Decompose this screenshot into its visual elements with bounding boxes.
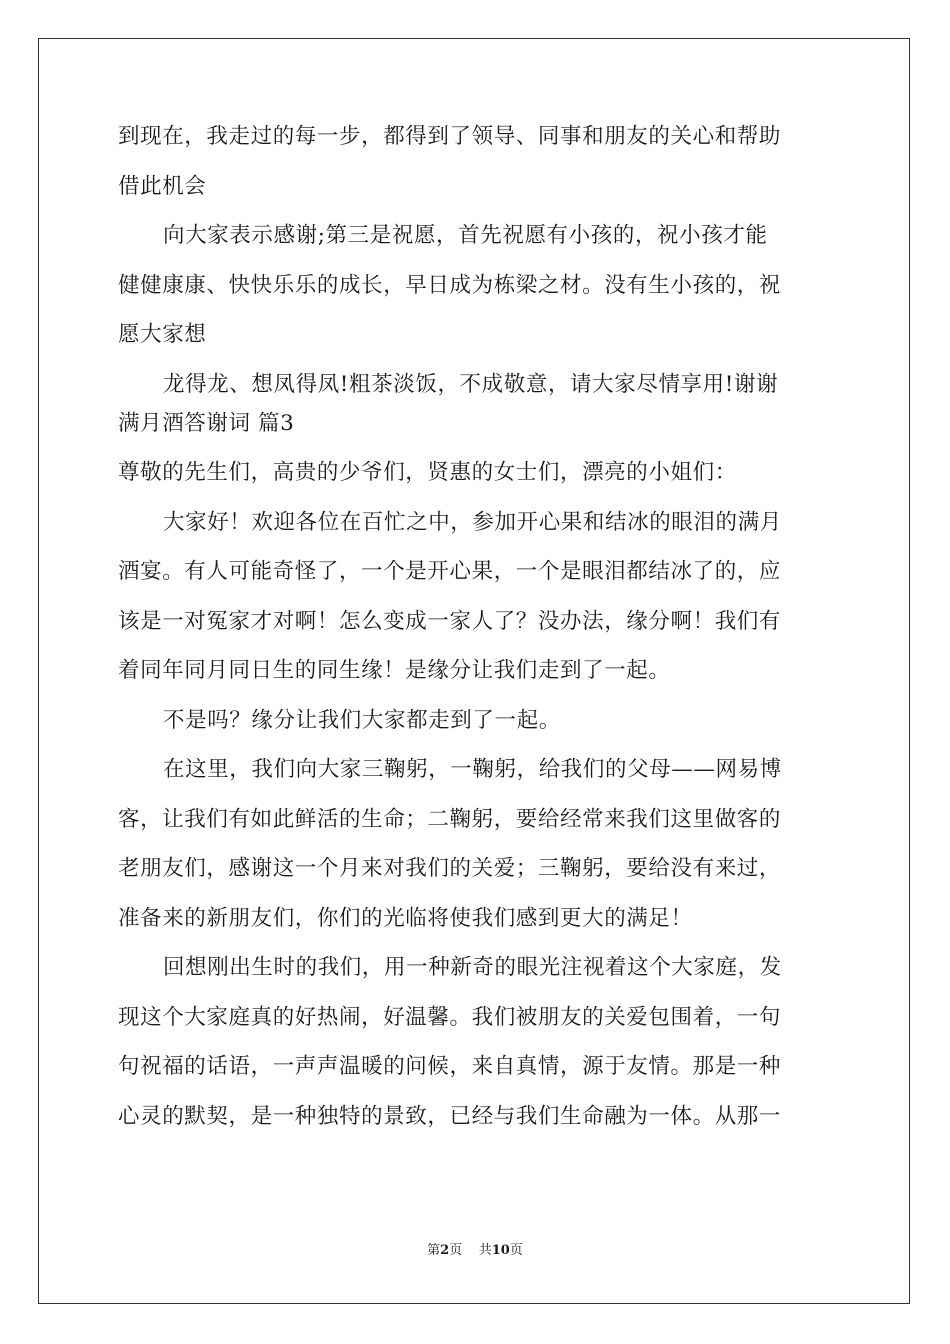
page-footer [0, 1243, 950, 1259]
page-label-prefix: 第 [427, 1243, 441, 1258]
section-heading: 满月酒答谢词 篇3 [118, 410, 295, 436]
text-line: 健健康康、快快乐乐的成长，早日成为栋梁之材。没有生小孩的，祝 [118, 272, 782, 298]
text-line: 该是一对冤家才对啊！怎么变成一家人了？没办法，缘分啊！我们有 [118, 608, 782, 634]
salutation-line: 尊敬的先生们，高贵的少爷们，贤惠的女士们，漂亮的小姐们： [118, 460, 737, 485]
page-number: 2 [440, 1243, 450, 1258]
text-line: 到现在，我走过的每一步，都得到了领导、同事和朋友的关心和帮助 [118, 124, 782, 149]
text-line: 借此机会 [118, 173, 207, 199]
paragraph-start-line: 回想刚出生时的我们，用一种新奇的眼光注视着这个大家庭，发 [163, 955, 782, 980]
total-pages: 10 [491, 1243, 510, 1258]
text-line: 准备来的新朋友们，你们的光临将使我们感到更大的满足！ [118, 905, 693, 931]
document-body [118, 124, 834, 1130]
text-line: 酒宴。有人可能奇怪了，一个是开心果，一个是眼泪都结冰了的，应 [118, 559, 782, 584]
text-line: 客，让我们有如此鲜活的生命；二鞠躬，要给经常来我们这里做客的 [118, 806, 782, 832]
total-label-suffix: 页 [509, 1243, 523, 1258]
text-line: 老朋友们，感谢这一个月来对我们的关爱；三鞠躬，要给没有来过， [118, 856, 782, 881]
paragraph-start-line: 大家好！欢迎各位在百忙之中，参加开心果和结冰的眼泪的满月 [163, 509, 782, 535]
total-label-prefix: 共 [478, 1243, 492, 1258]
text-line: 着同年同月同日生的同生缘！是缘分让我们走到了一起。 [118, 658, 671, 683]
paragraph-start-line: 不是吗？缘分让我们大家都走到了一起。 [163, 707, 561, 733]
paragraph-start-line: 在这里，我们向大家三鞠躬，一鞠躬，给我们的父母——网易博 [163, 757, 782, 782]
paragraph-start-line: 龙得龙、想凤得凤!粗茶淡饭，不成敬意，请大家尽情享用!谢谢 [163, 371, 779, 397]
page-label-suffix: 页 [449, 1243, 463, 1258]
text-line: 愿大家想 [118, 322, 207, 347]
text-line: 心灵的默契，是一种独特的景致，已经与我们生命融为一体。从那一 [118, 1103, 782, 1129]
paragraph-start-line: 向大家表示感谢;第三是祝愿，首先祝愿有小孩的，祝小孩才能 [163, 223, 768, 248]
text-line: 句祝福的话语，一声声温暖的问候，来自真情，源于友情。那是一种 [118, 1054, 782, 1079]
text-line: 现这个大家庭真的好热闹，好温馨。我们被朋友的关爱包围着，一句 [118, 1004, 782, 1030]
